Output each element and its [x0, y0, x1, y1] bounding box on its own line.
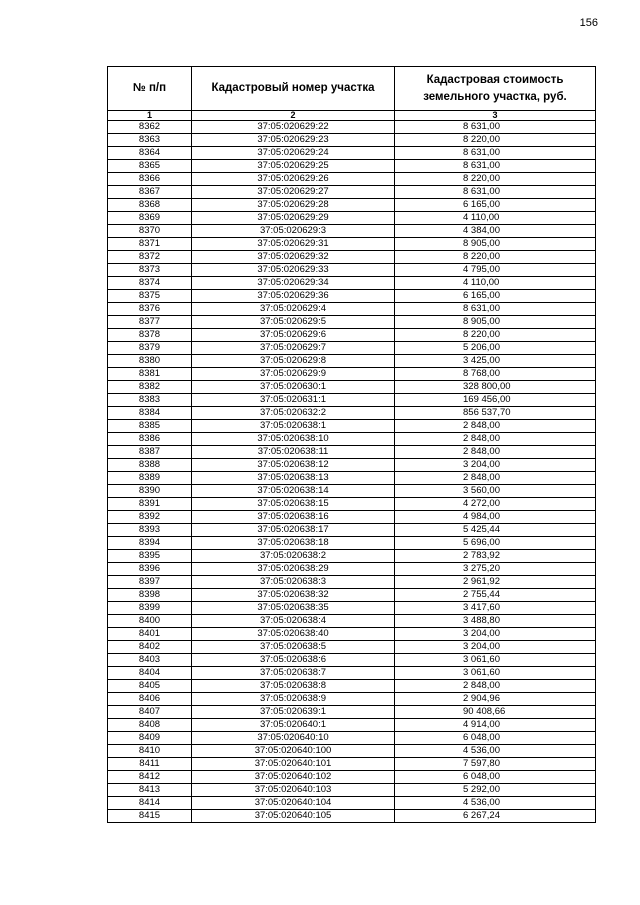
row-number-cell: 8371 — [108, 238, 192, 251]
cadastral-number-cell: 37:05:020629:9 — [192, 368, 395, 381]
table-row — [108, 498, 596, 511]
table-row — [108, 485, 596, 498]
cadastral-value-cell — [395, 485, 596, 498]
cadastral-value-text: 6 048,00 — [463, 771, 500, 782]
cadastral-number-cell: 37:05:020629:33 — [192, 264, 395, 277]
cadastral-value-text: 2 783,92 — [463, 550, 500, 561]
table-row — [108, 251, 596, 264]
cadastral-value-text: 5 292,00 — [463, 784, 500, 795]
cadastral-value-cell — [395, 316, 596, 329]
cadastral-value-cell — [395, 550, 596, 563]
cadastral-number-cell: 37:05:020629:31 — [192, 238, 395, 251]
cadastral-number-cell: 37:05:020639:1 — [192, 706, 395, 719]
cadastral-value-text: 3 417,60 — [463, 602, 500, 613]
row-number-cell: 8392 — [108, 511, 192, 524]
table-row — [108, 771, 596, 784]
cadastral-number-cell: 37:05:020629:6 — [192, 329, 395, 342]
row-number-cell: 8381 — [108, 368, 192, 381]
cadastral-value-cell — [395, 147, 596, 160]
table-row — [108, 147, 596, 160]
cadastral-value-cell — [395, 329, 596, 342]
cadastral-number-cell: 37:05:020640:10 — [192, 732, 395, 745]
cadastral-value-cell — [395, 511, 596, 524]
table-row — [108, 797, 596, 810]
cadastral-number-cell: 37:05:020638:16 — [192, 511, 395, 524]
row-number-cell: 8367 — [108, 186, 192, 199]
row-number-cell: 8411 — [108, 758, 192, 771]
cadastral-value-text: 4 384,00 — [463, 225, 500, 236]
row-number-cell: 8391 — [108, 498, 192, 511]
table-row — [108, 290, 596, 303]
cadastral-value-text: 4 914,00 — [463, 719, 500, 730]
row-number-cell: 8403 — [108, 654, 192, 667]
cadastral-value-cell — [395, 810, 596, 823]
cadastral-value-text: 5 425,44 — [463, 524, 500, 535]
cadastral-number-cell: 37:05:020638:1 — [192, 420, 395, 433]
table-row — [108, 745, 596, 758]
cadastral-number-cell: 37:05:020632:2 — [192, 407, 395, 420]
column-number-3: 3 — [395, 111, 596, 121]
cadastral-value-text: 6 165,00 — [463, 199, 500, 210]
cadastral-value-text: 8 220,00 — [463, 173, 500, 184]
cadastral-value-text: 8 220,00 — [463, 251, 500, 262]
table-row — [108, 303, 596, 316]
cadastral-value-text: 3 061,60 — [463, 654, 500, 665]
table-row — [108, 433, 596, 446]
cadastral-value-cell — [395, 225, 596, 238]
cadastral-value-cell — [395, 745, 596, 758]
cadastral-value-cell — [395, 459, 596, 472]
table-row — [108, 706, 596, 719]
page-number: 156 — [579, 17, 598, 29]
cadastral-value-cell — [395, 277, 596, 290]
cadastral-value-text: 2 848,00 — [463, 433, 500, 444]
table-row — [108, 121, 596, 134]
cadastral-value-text: 3 488,80 — [463, 615, 500, 626]
cadastral-number-cell: 37:05:020629:32 — [192, 251, 395, 264]
cadastral-value-text: 3 275,20 — [463, 563, 500, 574]
cadastral-number-cell: 37:05:020638:14 — [192, 485, 395, 498]
cadastral-number-cell: 37:05:020629:22 — [192, 121, 395, 134]
cadastral-value-cell — [395, 641, 596, 654]
cadastral-value-text: 3 204,00 — [463, 628, 500, 639]
table-row — [108, 563, 596, 576]
cadastral-number-cell: 37:05:020629:23 — [192, 134, 395, 147]
row-number-cell: 8401 — [108, 628, 192, 641]
cadastral-value-table — [107, 66, 596, 823]
table-row — [108, 693, 596, 706]
row-number-cell: 8372 — [108, 251, 192, 264]
cadastral-number-cell: 37:05:020638:4 — [192, 615, 395, 628]
cadastral-value-cell — [395, 134, 596, 147]
row-number-cell: 8402 — [108, 641, 192, 654]
row-number-cell: 8366 — [108, 173, 192, 186]
table-row — [108, 784, 596, 797]
cadastral-value-text: 2 961,92 — [463, 576, 500, 587]
cadastral-value-cell — [395, 498, 596, 511]
cadastral-number-cell: 37:05:020638:2 — [192, 550, 395, 563]
table-row — [108, 199, 596, 212]
cadastral-number-cell: 37:05:020640:104 — [192, 797, 395, 810]
row-number-cell: 8400 — [108, 615, 192, 628]
cadastral-value-cell — [395, 407, 596, 420]
cadastral-number-cell: 37:05:020640:100 — [192, 745, 395, 758]
cadastral-number-cell: 37:05:020640:103 — [192, 784, 395, 797]
column-number-row — [108, 111, 596, 121]
cadastral-value-cell — [395, 524, 596, 537]
cadastral-value-text: 2 848,00 — [463, 446, 500, 457]
table-row — [108, 615, 596, 628]
cadastral-number-cell: 37:05:020638:15 — [192, 498, 395, 511]
table-row — [108, 810, 596, 823]
cadastral-value-cell — [395, 719, 596, 732]
row-number-cell: 8415 — [108, 810, 192, 823]
cadastral-number-cell: 37:05:020629:4 — [192, 303, 395, 316]
cadastral-number-cell: 37:05:020638:8 — [192, 680, 395, 693]
cadastral-value-cell — [395, 732, 596, 745]
cadastral-number-cell: 37:05:020638:6 — [192, 654, 395, 667]
row-number-cell: 8383 — [108, 394, 192, 407]
cadastral-value-cell — [395, 589, 596, 602]
cadastral-value-cell — [395, 238, 596, 251]
cadastral-number-cell: 37:05:020638:11 — [192, 446, 395, 459]
cadastral-value-text: 8 631,00 — [463, 147, 500, 158]
cadastral-value-text: 8 905,00 — [463, 316, 500, 327]
cadastral-number-cell: 37:05:020629:26 — [192, 173, 395, 186]
cadastral-number-cell: 37:05:020638:18 — [192, 537, 395, 550]
cadastral-value-cell — [395, 212, 596, 225]
cadastral-value-cell — [395, 797, 596, 810]
row-number-cell: 8387 — [108, 446, 192, 459]
row-number-cell: 8386 — [108, 433, 192, 446]
table-row — [108, 537, 596, 550]
cadastral-value-cell — [395, 758, 596, 771]
row-number-cell: 8362 — [108, 121, 192, 134]
cadastral-value-cell — [395, 199, 596, 212]
cadastral-value-cell — [395, 576, 596, 589]
table-row — [108, 160, 596, 173]
cadastral-number-cell: 37:05:020638:17 — [192, 524, 395, 537]
row-number-cell: 8410 — [108, 745, 192, 758]
table-row — [108, 589, 596, 602]
cadastral-value-text: 3 204,00 — [463, 459, 500, 470]
row-number-cell: 8389 — [108, 472, 192, 485]
cadastral-number-cell: 37:05:020629:5 — [192, 316, 395, 329]
row-number-cell: 8379 — [108, 342, 192, 355]
cadastral-value-cell — [395, 160, 596, 173]
row-number-cell: 8414 — [108, 797, 192, 810]
cadastral-number-cell: 37:05:020631:1 — [192, 394, 395, 407]
row-number-cell: 8394 — [108, 537, 192, 550]
cadastral-value-text: 8 768,00 — [463, 368, 500, 379]
cadastral-value-text: 4 272,00 — [463, 498, 500, 509]
row-number-cell: 8399 — [108, 602, 192, 615]
table-row — [108, 316, 596, 329]
cadastral-value-text: 2 755,44 — [463, 589, 500, 600]
table-row — [108, 212, 596, 225]
row-number-cell: 8374 — [108, 277, 192, 290]
cadastral-number-cell: 37:05:020629:27 — [192, 186, 395, 199]
cadastral-value-text: 856 537,70 — [463, 407, 511, 418]
row-number-cell: 8395 — [108, 550, 192, 563]
cadastral-value-text: 6 048,00 — [463, 732, 500, 743]
cadastral-value-text: 4 536,00 — [463, 745, 500, 756]
table-row — [108, 394, 596, 407]
cadastral-value-cell — [395, 784, 596, 797]
row-number-cell: 8380 — [108, 355, 192, 368]
cadastral-number-cell: 37:05:020638:3 — [192, 576, 395, 589]
cadastral-value-text: 4 984,00 — [463, 511, 500, 522]
cadastral-value-text: 4 110,00 — [463, 212, 500, 223]
row-number-cell: 8384 — [108, 407, 192, 420]
cadastral-value-text: 7 597,80 — [463, 758, 500, 769]
row-number-cell: 8388 — [108, 459, 192, 472]
row-number-cell: 8377 — [108, 316, 192, 329]
cadastral-value-text: 6 267,24 — [463, 810, 500, 821]
cadastral-number-cell: 37:05:020629:36 — [192, 290, 395, 303]
cadastral-value-cell — [395, 680, 596, 693]
cadastral-value-text: 6 165,00 — [463, 290, 500, 301]
header-cadastral-number: Кадастровый номер участка — [192, 67, 395, 111]
table-row — [108, 173, 596, 186]
table-row — [108, 277, 596, 290]
table-row — [108, 641, 596, 654]
cadastral-value-text: 5 696,00 — [463, 537, 500, 548]
row-number-cell: 8390 — [108, 485, 192, 498]
cadastral-value-cell — [395, 303, 596, 316]
cadastral-value-cell — [395, 381, 596, 394]
cadastral-value-text: 3 560,00 — [463, 485, 500, 496]
cadastral-number-cell: 37:05:020640:1 — [192, 719, 395, 732]
cadastral-number-cell: 37:05:020629:29 — [192, 212, 395, 225]
table-row — [108, 628, 596, 641]
table-row — [108, 654, 596, 667]
table-row — [108, 719, 596, 732]
cadastral-value-cell — [395, 121, 596, 134]
cadastral-value-text: 8 905,00 — [463, 238, 500, 249]
cadastral-value-cell — [395, 251, 596, 264]
row-number-cell: 8364 — [108, 147, 192, 160]
cadastral-number-cell: 37:05:020638:32 — [192, 589, 395, 602]
cadastral-value-text: 328 800,00 — [463, 381, 511, 392]
cadastral-value-text: 2 848,00 — [463, 420, 500, 431]
row-number-cell: 8407 — [108, 706, 192, 719]
table-row — [108, 134, 596, 147]
row-number-cell: 8382 — [108, 381, 192, 394]
cadastral-value-cell — [395, 537, 596, 550]
cadastral-value-cell — [395, 667, 596, 680]
header-cadastral-value: Кадастровая стоимость земельного участка, руб. — [395, 67, 596, 111]
table-row — [108, 368, 596, 381]
cadastral-number-cell: 37:05:020629:3 — [192, 225, 395, 238]
header-number: № п/п — [108, 67, 192, 111]
cadastral-number-cell: 37:05:020629:34 — [192, 277, 395, 290]
cadastral-value-text: 2 848,00 — [463, 680, 500, 691]
cadastral-value-cell — [395, 290, 596, 303]
row-number-cell: 8376 — [108, 303, 192, 316]
cadastral-value-cell — [395, 693, 596, 706]
row-number-cell: 8369 — [108, 212, 192, 225]
cadastral-value-cell — [395, 602, 596, 615]
row-number-cell: 8397 — [108, 576, 192, 589]
cadastral-number-cell: 37:05:020638:12 — [192, 459, 395, 472]
cadastral-number-cell: 37:05:020629:7 — [192, 342, 395, 355]
table-row — [108, 355, 596, 368]
cadastral-value-cell — [395, 472, 596, 485]
cadastral-value-text: 2 848,00 — [463, 472, 500, 483]
table-body — [108, 121, 596, 823]
cadastral-value-text: 8 631,00 — [463, 121, 500, 132]
cadastral-value-text: 4 536,00 — [463, 797, 500, 808]
row-number-cell: 8370 — [108, 225, 192, 238]
table-row — [108, 576, 596, 589]
table-row — [108, 550, 596, 563]
cadastral-number-cell: 37:05:020638:7 — [192, 667, 395, 680]
cadastral-value-cell — [395, 342, 596, 355]
row-number-cell: 8405 — [108, 680, 192, 693]
cadastral-value-cell — [395, 706, 596, 719]
cadastral-value-cell — [395, 173, 596, 186]
header-row — [108, 67, 596, 111]
row-number-cell: 8413 — [108, 784, 192, 797]
row-number-cell: 8365 — [108, 160, 192, 173]
row-number-cell: 8409 — [108, 732, 192, 745]
row-number-cell: 8368 — [108, 199, 192, 212]
row-number-cell: 8393 — [108, 524, 192, 537]
cadastral-value-text: 3 425,00 — [463, 355, 500, 366]
row-number-cell: 8396 — [108, 563, 192, 576]
cadastral-number-cell: 37:05:020640:101 — [192, 758, 395, 771]
cadastral-value-cell — [395, 394, 596, 407]
table-row — [108, 407, 596, 420]
row-number-cell: 8408 — [108, 719, 192, 732]
row-number-cell: 8406 — [108, 693, 192, 706]
cadastral-number-cell: 37:05:020630:1 — [192, 381, 395, 394]
cadastral-number-cell: 37:05:020629:25 — [192, 160, 395, 173]
cadastral-value-cell — [395, 563, 596, 576]
cadastral-value-text: 169 456,00 — [463, 394, 511, 405]
table-row — [108, 238, 596, 251]
cadastral-number-cell: 37:05:020640:102 — [192, 771, 395, 784]
cadastral-value-cell — [395, 186, 596, 199]
cadastral-value-cell — [395, 628, 596, 641]
cadastral-value-text: 3 061,60 — [463, 667, 500, 678]
cadastral-value-cell — [395, 368, 596, 381]
table-row — [108, 680, 596, 693]
table-row — [108, 420, 596, 433]
table-row — [108, 225, 596, 238]
cadastral-number-cell: 37:05:020638:5 — [192, 641, 395, 654]
table-row — [108, 602, 596, 615]
cadastral-value-text: 8 220,00 — [463, 134, 500, 145]
cadastral-value-cell — [395, 420, 596, 433]
cadastral-value-text: 4 110,00 — [463, 277, 500, 288]
table-row — [108, 472, 596, 485]
cadastral-value-text: 8 631,00 — [463, 186, 500, 197]
cadastral-number-cell: 37:05:020638:35 — [192, 602, 395, 615]
cadastral-value-text: 90 408,66 — [463, 706, 506, 717]
cadastral-value-text: 8 631,00 — [463, 160, 500, 171]
cadastral-number-cell: 37:05:020638:9 — [192, 693, 395, 706]
cadastral-value-cell — [395, 654, 596, 667]
cadastral-value-cell — [395, 446, 596, 459]
row-number-cell: 8404 — [108, 667, 192, 680]
cadastral-value-cell — [395, 433, 596, 446]
cadastral-value-cell — [395, 264, 596, 277]
cadastral-number-cell: 37:05:020640:105 — [192, 810, 395, 823]
cadastral-number-cell: 37:05:020638:40 — [192, 628, 395, 641]
row-number-cell: 8412 — [108, 771, 192, 784]
cadastral-number-cell: 37:05:020629:28 — [192, 199, 395, 212]
table-row — [108, 732, 596, 745]
cadastral-number-cell: 37:05:020629:24 — [192, 147, 395, 160]
table-row — [108, 459, 596, 472]
table-row — [108, 342, 596, 355]
table-row — [108, 446, 596, 459]
cadastral-value-text: 2 904,96 — [463, 693, 500, 704]
row-number-cell: 8373 — [108, 264, 192, 277]
cadastral-number-cell: 37:05:020638:13 — [192, 472, 395, 485]
table-row — [108, 264, 596, 277]
cadastral-value-text: 4 795,00 — [463, 264, 500, 275]
column-number-1: 1 — [108, 111, 192, 121]
cadastral-value-cell — [395, 771, 596, 784]
row-number-cell: 8398 — [108, 589, 192, 602]
table-row — [108, 186, 596, 199]
table-row — [108, 511, 596, 524]
cadastral-number-cell: 37:05:020638:29 — [192, 563, 395, 576]
cadastral-value-text: 3 204,00 — [463, 641, 500, 652]
table-row — [108, 667, 596, 680]
table-row — [108, 381, 596, 394]
row-number-cell: 8378 — [108, 329, 192, 342]
cadastral-value-text: 8 220,00 — [463, 329, 500, 340]
table-row — [108, 758, 596, 771]
cadastral-value-cell — [395, 355, 596, 368]
table-row — [108, 329, 596, 342]
row-number-cell: 8363 — [108, 134, 192, 147]
cadastral-number-cell: 37:05:020638:10 — [192, 433, 395, 446]
row-number-cell: 8375 — [108, 290, 192, 303]
table-row — [108, 524, 596, 537]
cadastral-value-cell — [395, 615, 596, 628]
cadastral-value-text: 8 631,00 — [463, 303, 500, 314]
cadastral-number-cell: 37:05:020629:8 — [192, 355, 395, 368]
cadastral-value-text: 5 206,00 — [463, 342, 500, 353]
column-number-2: 2 — [192, 111, 395, 121]
row-number-cell: 8385 — [108, 420, 192, 433]
